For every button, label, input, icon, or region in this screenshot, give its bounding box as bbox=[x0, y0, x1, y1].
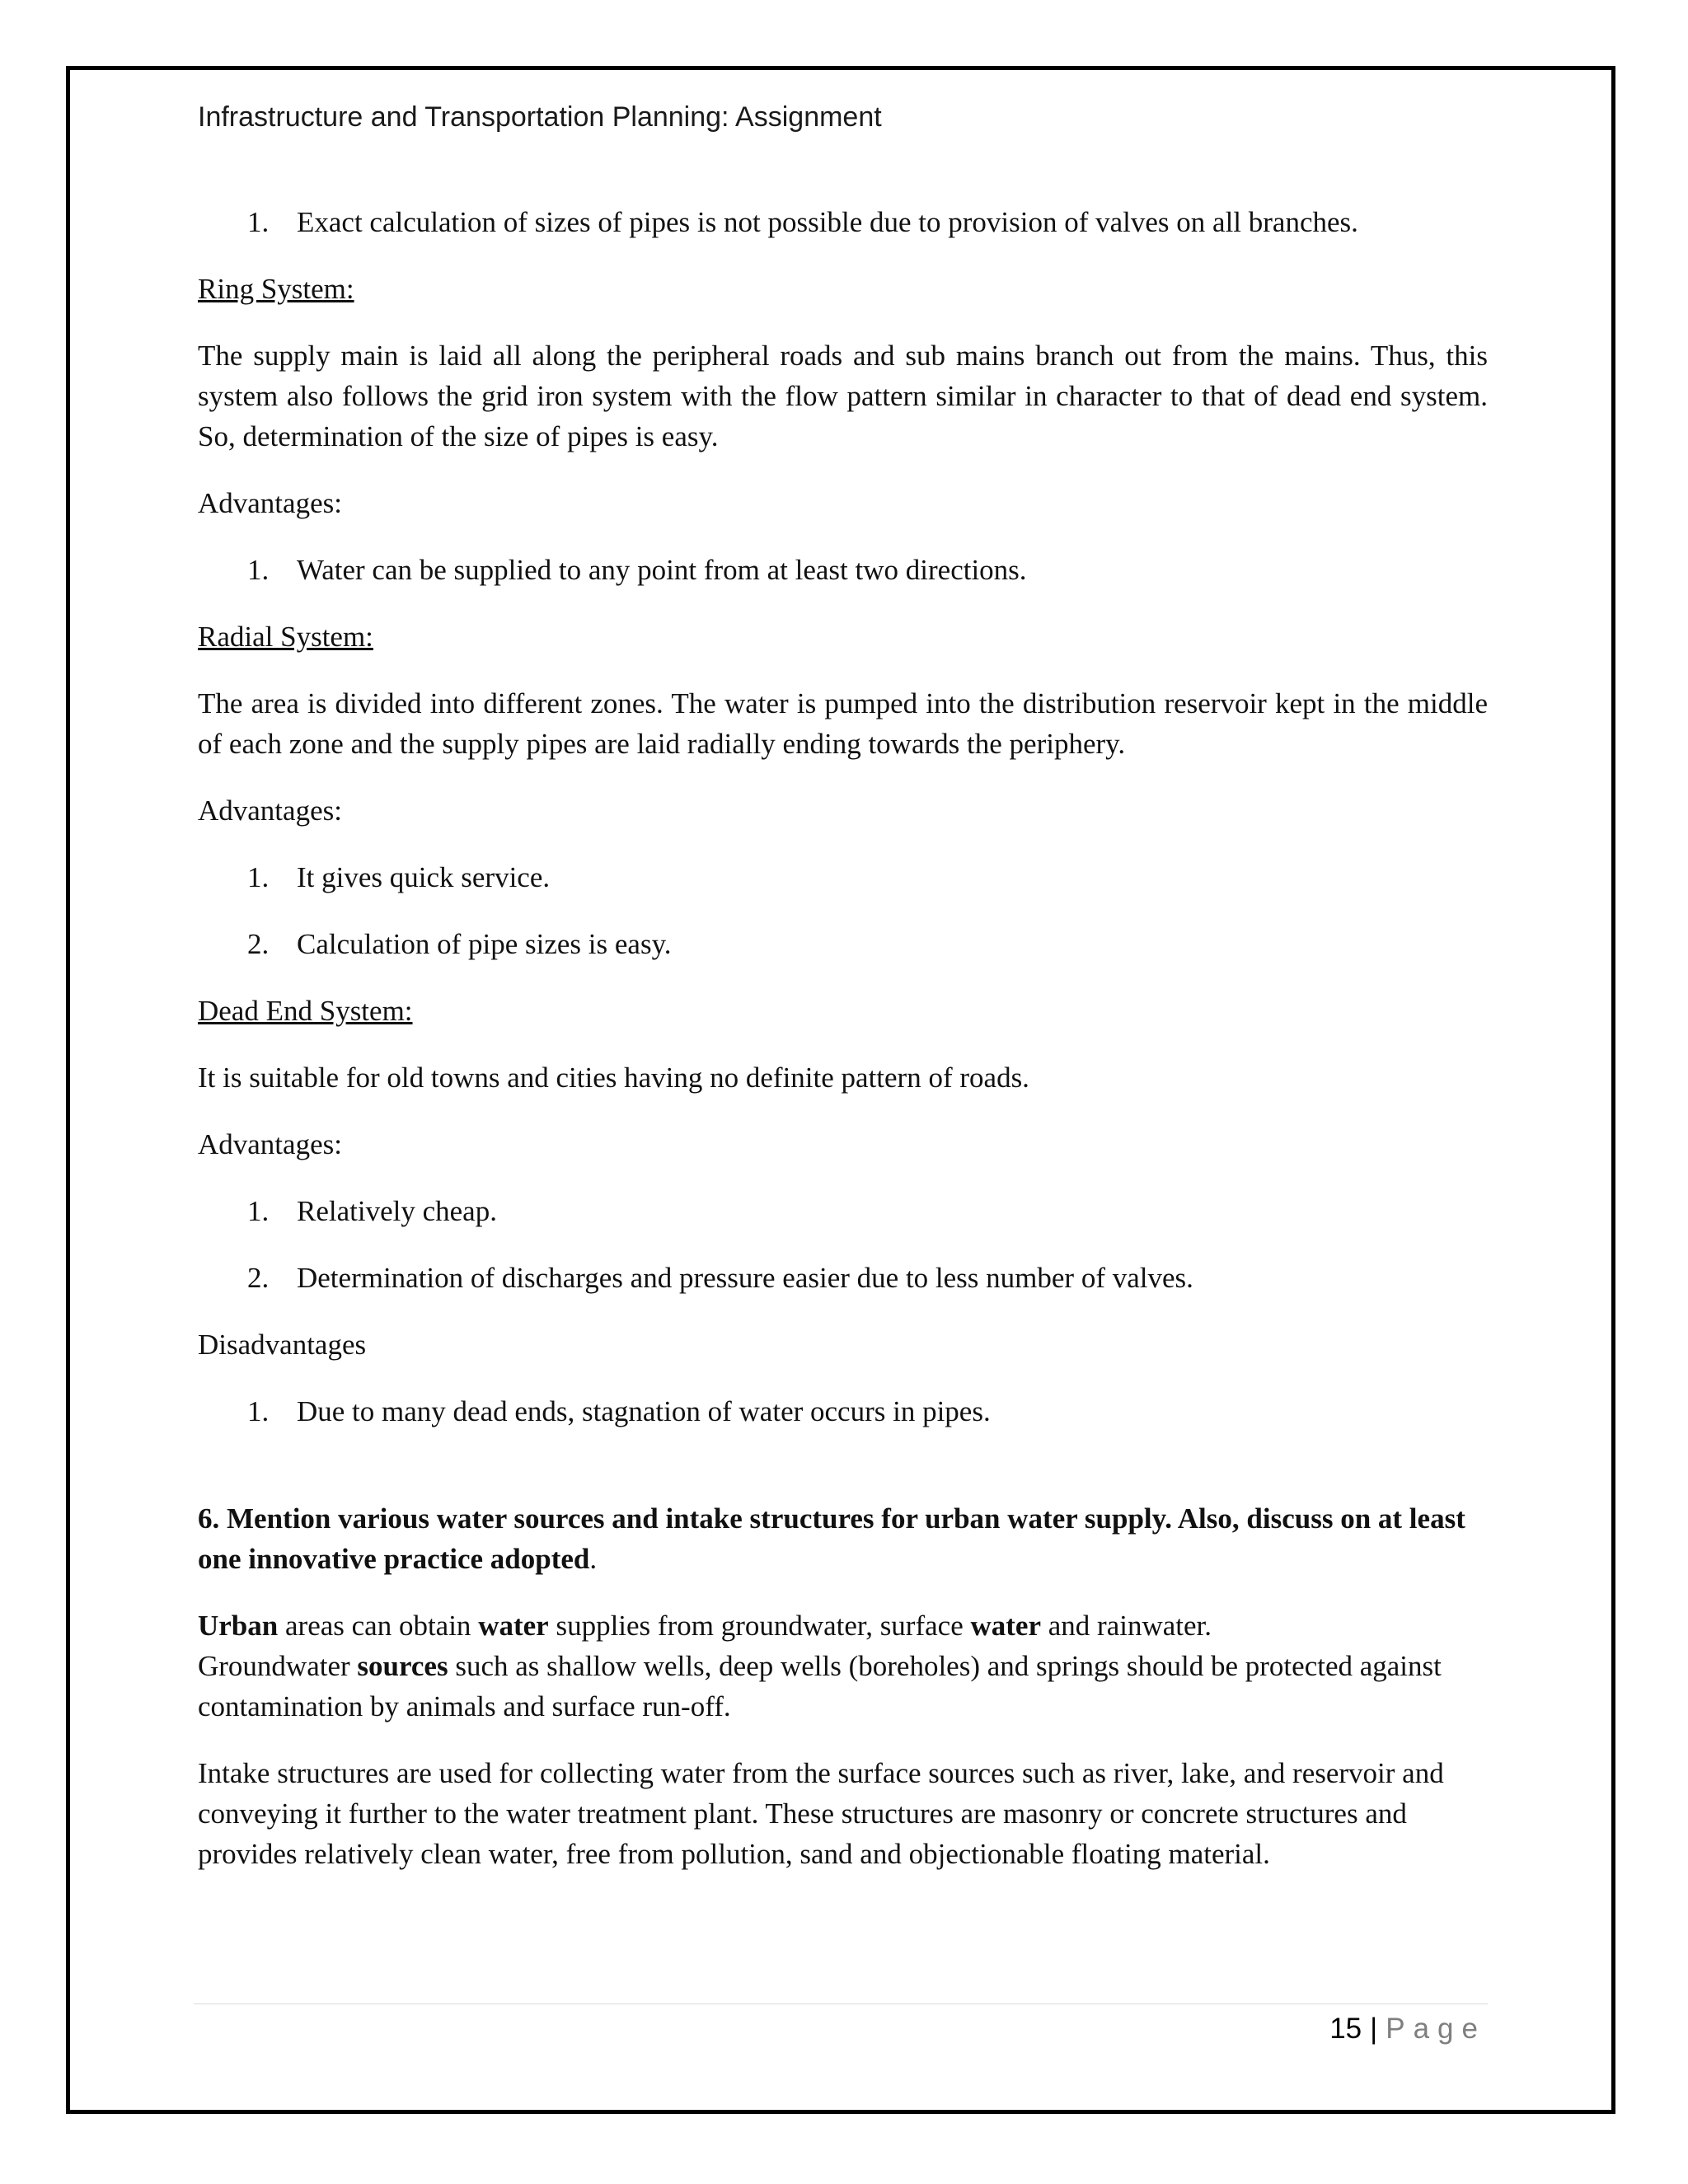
answer-text: areas can obtain bbox=[278, 1610, 479, 1642]
list-number: 2. bbox=[247, 928, 270, 960]
answer-text: Groundwater bbox=[198, 1650, 358, 1682]
dead-end-system-heading: Dead End System: bbox=[198, 995, 413, 1027]
list-text: Due to many dead ends, stagnation of water occurs in pipes. bbox=[297, 1395, 991, 1427]
radial-advantages-label: Advantages: bbox=[198, 794, 342, 827]
list-text: Determination of discharges and pressure easier due to less number of valves. bbox=[297, 1262, 1193, 1294]
list-text: Relatively cheap. bbox=[297, 1195, 497, 1227]
radial-system-body: The area is divided into different zones. The water is pumped into the distribution reservoir kept in the middle of each zone and the supply pipes are laid radially ending towards the periphery. bbox=[198, 687, 1488, 760]
question-text: 6. Mention various water sources and intake structures for urban water supply. Also, discuss on at least one innovative practice adopted bbox=[198, 1502, 1465, 1575]
dead-end-disadvantages-label: Disadvantages bbox=[198, 1329, 367, 1361]
question-heading bbox=[198, 1498, 1488, 1579]
ring-system-body: The supply main is laid all along the peripheral roads and sub mains branch out from the mains. Thus, this system also follows the grid iron system with the flow pattern similar in character to that of dead end system. So, determination of the size of pipes is easy. bbox=[198, 340, 1488, 452]
answer-text: such as shallow wells, deep wells (boreholes) and springs should be protected against contamination by animals and surface run-off. bbox=[198, 1650, 1442, 1722]
document-body bbox=[198, 202, 1488, 1900]
list-item bbox=[198, 1191, 1488, 1231]
answer-bold-term: water bbox=[970, 1610, 1041, 1642]
ring-advantages-label: Advantages: bbox=[198, 487, 342, 519]
list-number: 2. bbox=[247, 1262, 270, 1294]
page-label: Page bbox=[1386, 2013, 1486, 2045]
list-item bbox=[198, 857, 1488, 898]
list-item bbox=[198, 202, 1488, 242]
list-number: 1. bbox=[247, 1195, 270, 1227]
ring-system-heading: Ring System: bbox=[198, 273, 354, 305]
dead-end-advantages-label: Advantages: bbox=[198, 1128, 342, 1160]
answer-paragraph bbox=[198, 1605, 1488, 1727]
answer-text: and rainwater. bbox=[1041, 1610, 1212, 1642]
list-item bbox=[198, 1258, 1488, 1298]
page-footer bbox=[1329, 2009, 1486, 2049]
answer-bold-term: water bbox=[478, 1610, 549, 1642]
list-item bbox=[198, 550, 1488, 590]
list-text: It gives quick service. bbox=[297, 861, 551, 893]
page-header: Infrastructure and Transportation Planning: Assignment bbox=[198, 101, 882, 133]
list-number: 1. bbox=[247, 861, 270, 893]
list-number: 1. bbox=[247, 206, 270, 238]
answer-bold-term: Urban bbox=[198, 1610, 279, 1642]
list-number: 1. bbox=[247, 1395, 270, 1427]
footer-separator: | bbox=[1370, 2013, 1378, 2045]
list-item bbox=[198, 1391, 1488, 1432]
dead-end-system-body: It is suitable for old towns and cities having no definite pattern of roads. bbox=[198, 1062, 1029, 1094]
page-number: 15 bbox=[1329, 2013, 1362, 2045]
list-number: 1. bbox=[247, 554, 270, 586]
list-text: Water can be supplied to any point from at least two directions. bbox=[297, 554, 1027, 586]
intake-paragraph: Intake structures are used for collecting water from the surface sources such as river, lake, and reservoir and conveying it further to the water treatment plant. These structures are masonry or concrete structures and provides relatively clean water, free from pollution, sand and objectionable floating material. bbox=[198, 1757, 1444, 1870]
list-text: Exact calculation of sizes of pipes is not possible due to provision of valves on all branches. bbox=[297, 206, 1358, 238]
list-text: Calculation of pipe sizes is easy. bbox=[297, 928, 672, 960]
list-item bbox=[198, 924, 1488, 964]
radial-system-heading: Radial System: bbox=[198, 621, 373, 653]
answer-bold-term: sources bbox=[357, 1650, 448, 1682]
answer-text: supplies from groundwater, surface bbox=[548, 1610, 971, 1642]
question-end: . bbox=[589, 1543, 598, 1575]
